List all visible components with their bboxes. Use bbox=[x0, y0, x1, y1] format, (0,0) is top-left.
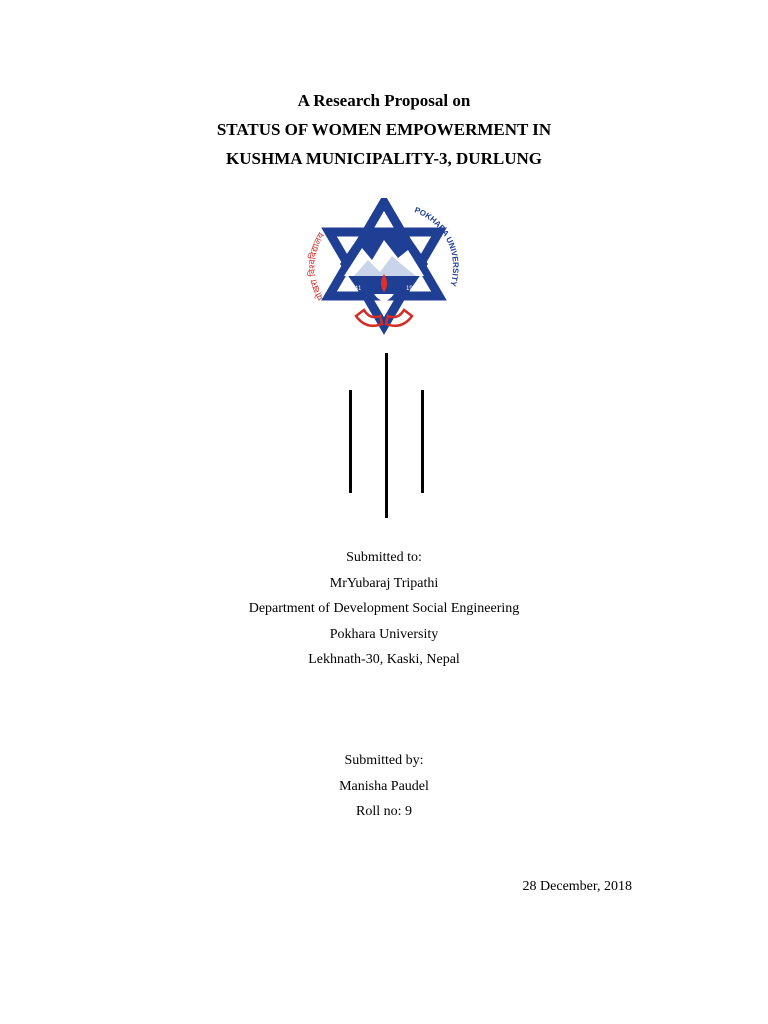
logo-year-left: 2041 bbox=[348, 286, 362, 292]
supervisor-name: MrYubaraj Tripathi bbox=[329, 575, 439, 591]
proposal-heading: A Research Proposal on bbox=[297, 91, 471, 110]
author-name: Manisha Paudel bbox=[339, 778, 429, 794]
department-name: Department of Development Social Engineering bbox=[248, 601, 520, 616]
logo-year-right: 1997 bbox=[406, 286, 420, 292]
submission-date: 28 December, 2018 bbox=[522, 879, 632, 894]
institution-address: Lekhnath-30, Kaski, Nepal bbox=[308, 652, 460, 667]
decorative-rule-right bbox=[421, 390, 424, 493]
submitted-by-heading: Submitted by: bbox=[344, 753, 424, 768]
decorative-rule-middle bbox=[385, 353, 388, 518]
title-block bbox=[0, 86, 768, 173]
proposal-title-line-1: STATUS OF WOMEN EMPOWERMENT IN bbox=[216, 120, 552, 139]
decorative-rule-left bbox=[349, 390, 352, 493]
submitted-to-heading: Submitted to: bbox=[346, 550, 422, 565]
submitted-by-block bbox=[0, 748, 768, 825]
logo-nepali-text: पोखरा विश्वविद्यालय bbox=[307, 231, 328, 302]
roll-number: Roll no: 9 bbox=[355, 804, 412, 819]
submitted-to-block bbox=[0, 545, 768, 673]
university-logo bbox=[284, 198, 484, 348]
proposal-title-line-2: KUSHMA MUNICIPALITY-3, DURLUNG bbox=[226, 149, 542, 168]
logo-english-text: POKHARA UNIVERSITY bbox=[413, 205, 461, 288]
institution-name: Pokhara University bbox=[329, 626, 439, 642]
